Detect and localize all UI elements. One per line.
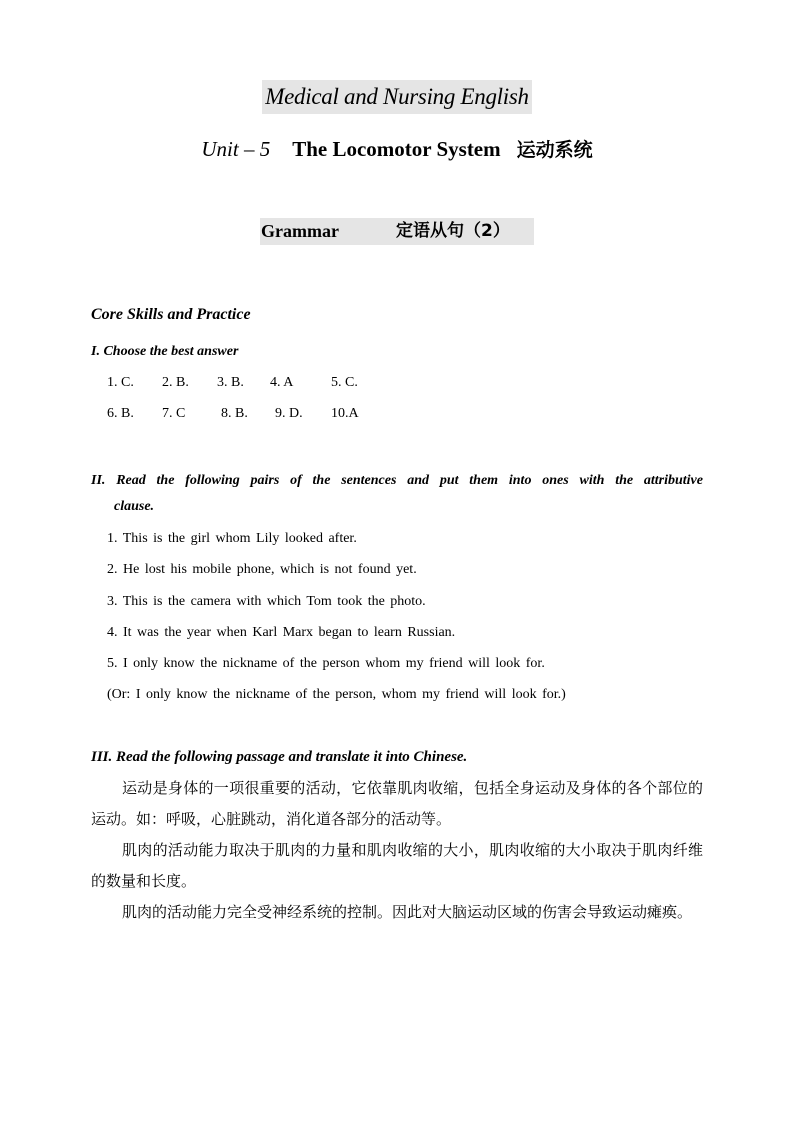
answer-item: 1. C.: [107, 375, 134, 390]
unit-title-en: The Locomotor System: [292, 137, 501, 161]
sentence-item: 4. It was the year when Karl Marx began to learn Russian.: [107, 625, 456, 640]
passage-paragraph: 运动是身体的一项很重要的活动，它依靠肌肉收缩，包括全身运动及身体的各个部位的运动。如：呼吸，心脏跳动，消化道各部分的活动等。: [91, 779, 703, 828]
answer-item: 3. B.: [217, 375, 244, 390]
grammar-heading: [260, 218, 534, 245]
answer-item: 8. B.: [221, 406, 248, 421]
sentence-item: (Or: I only know the nickname of the person, whom my friend will look for.): [107, 687, 566, 702]
grammar-topic: 定语从句（2）: [396, 221, 510, 241]
unit-label: Unit – 5: [201, 137, 271, 161]
answer-item: 9. D.: [275, 406, 303, 421]
unit-title-cn: 运动系统: [516, 139, 593, 161]
answer-item: 2. B.: [162, 375, 189, 390]
book-title-text: Medical and Nursing English: [262, 80, 531, 114]
core-skills-title: Core Skills and Practice: [91, 306, 251, 323]
book-title: [0, 80, 794, 114]
section1-heading: I. Choose the best answer: [91, 344, 239, 359]
answer-item: 5. C.: [331, 375, 358, 390]
passage-paragraph: 肌肉的活动能力取决于肌肉的力量和肌肉收缩的大小，肌肉收缩的大小取决于肌肉纤维的数量和长度。: [91, 841, 703, 890]
answer-item: 7. C: [162, 406, 186, 421]
answer-item: 4. A: [270, 375, 294, 390]
section2-heading-cont: clause.: [114, 499, 155, 514]
passage-paragraph: 肌肉的活动能力完全受神经系统的控制。因此对大脑运动区域的伤害会导致运动瘫痪。: [122, 903, 693, 921]
answer-item: 6. B.: [107, 406, 134, 421]
sentence-item: 2. He lost his mobile phone, which is not found yet.: [107, 562, 417, 577]
sentence-item: 3. This is the camera with which Tom took the photo.: [107, 594, 426, 609]
section2-heading: II. Read the following pairs of the sentences and put them into ones with the attributive: [91, 473, 703, 488]
answer-item: 10.A: [331, 406, 359, 421]
sentence-item: 1. This is the girl whom Lily looked after.: [107, 531, 357, 546]
grammar-label: Grammar: [261, 221, 339, 241]
unit-title: [0, 134, 794, 165]
section3-heading: III. Read the following passage and translate it into Chinese.: [91, 749, 468, 765]
sentence-item: 5. I only know the nickname of the person whom my friend will look for.: [107, 656, 545, 671]
